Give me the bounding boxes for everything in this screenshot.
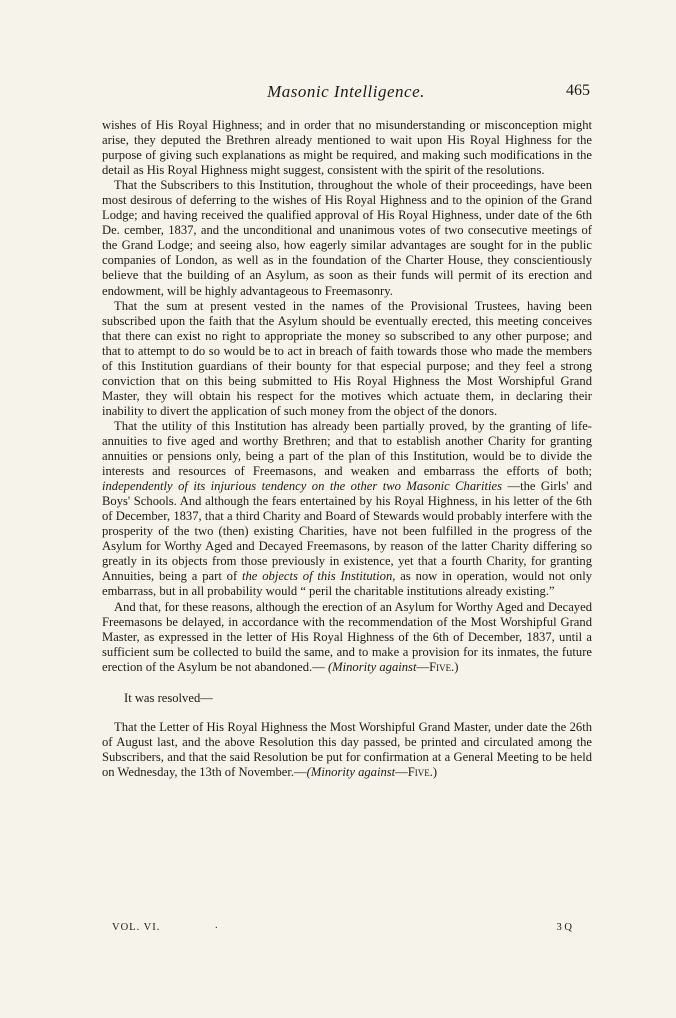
- paragraph-2: That the Subscribers to this Institution, throughout the whole of their proceedings, have been most desirous of deferring to the wishes of His Royal Highness and to the opinion of the Grand Lodge; and having received the qualified approval of His Royal Highness, under date of the 6th De. cember, 1837, and the unconditional and unanimous votes of two consecutive meetings of the Grand Lodge; and seeing also, how eagerly similar advantages are sought for in the public companies of London, as well as in the foundation of the Charter House, they conscientiously believe that the building of an Asylum, as soon as their funds will permit of its erection and endowment, will be highly advantageous to Freemasonry.: [102, 178, 592, 298]
- paragraph-4-part-c: —the Girls' and Boys' Schools. And although the fears entertained by his Royal Highness, in his letter of the 6th of December, 1837, that a third Charity and Board of Stewards would probably interfere with the prosperity of the two (then) existing Charities, have not been fulfilled in the progress of the Asylum for Worthy Aged and Decayed Freemasons, by reason of the latter Charity differing so greatly in its objects from those previously in existence, yet that a fourth Charity, for granting Annuities, being a part of: [102, 479, 592, 584]
- paragraph-6: [102, 720, 592, 780]
- volume-label: VOL. VI.: [112, 922, 161, 933]
- paragraph-5-text: And that, for these reasons, although the erection of an Asylum for Worthy Aged and Decayed Freemasons be delayed, in accordance with the recommendation of the Most Worshipful Grand Master, as expressed in the letter of His Royal Highness of the 6th of December, 1837, until a sufficient sum be collected to build the same, and to make a provision for its inmates, the future erection of the Asylum be not abandoned.—: [102, 599, 592, 674]
- paragraph-6-minority-label: (Minority against: [306, 764, 396, 779]
- paragraph-5: [102, 600, 592, 675]
- page-number: 465: [566, 82, 590, 99]
- paragraph-4-part-a: That the utility of this Institution has already been partially proved, by the granting of life-annuities to five aged and worthy Brethren; and that to establish another Charity for granting annuities or pensions only, being a part of the plan of this Institution, would be to divide the interests and resources of Freemasons, and weaken and embarrass the efforts of both;: [102, 418, 592, 479]
- paragraph-4-part-e: as now in operation, would not only embarrass, but in all probability would “ peril the charitable institutions already existing.”: [102, 569, 592, 599]
- paragraph-6-minority-count: —Five.): [395, 764, 438, 779]
- running-title: Masonic Intelligence.: [267, 82, 425, 101]
- page-footer: [112, 922, 582, 938]
- paragraph-4-italic-d: the objects of this Institution,: [242, 569, 396, 584]
- signature-mark: 3 Q: [556, 922, 572, 933]
- paragraph-5-minority-count: —Five.): [416, 659, 459, 674]
- page-header: [102, 82, 590, 108]
- footer-dot: .: [215, 920, 218, 931]
- paragraph-4-italic-b: independently of its injurious tendency on the other two Masonic Charities: [102, 479, 503, 494]
- paragraph-1: wishes of His Royal Highness; and in order that no misunderstanding or misconception might arise, they deputed the Brethren already mentioned to wait upon His Royal Highness for the purpose of giving such explanations as might be required, and making such modifications in the detail as His Royal Highness might suggest, consistent with the spirit of the resolutions.: [102, 118, 592, 178]
- resolved-heading: It was resolved—: [124, 690, 213, 705]
- paragraph-4: [102, 419, 592, 600]
- paragraph-3: That the sum at present vested in the names of the Provisional Trustees, having been subscribed upon the faith that the Asylum should be eventually erected, this meeting conceives that there can exist no right to appropriate the money so subscribed to any other purpose; and that to attempt to do so would be to act in breach of faith towards those who made the members of this Institution guardians of their bounty for that especial purpose; and they feel a strong conviction that on this being submitted to His Royal Highness the Most Worshipful Grand Master, they will obtain his respect for the motives which actuate them, in declaring their inability to divert the application of such money from the object of the donors.: [102, 298, 592, 418]
- paragraph-6-text: That the Letter of His Royal Highness the Most Worshipful Grand Master, under date the 26th of August last, and the above Resolution this day passed, be printed and circulated among the Subscribers, and that the said Resolution be put for confirmation at a General Meeting to be held on Wednesday, the 13th of November.—: [102, 719, 592, 779]
- paragraph-5-minority-label: (Minority against: [327, 659, 417, 674]
- body-text: [102, 118, 592, 780]
